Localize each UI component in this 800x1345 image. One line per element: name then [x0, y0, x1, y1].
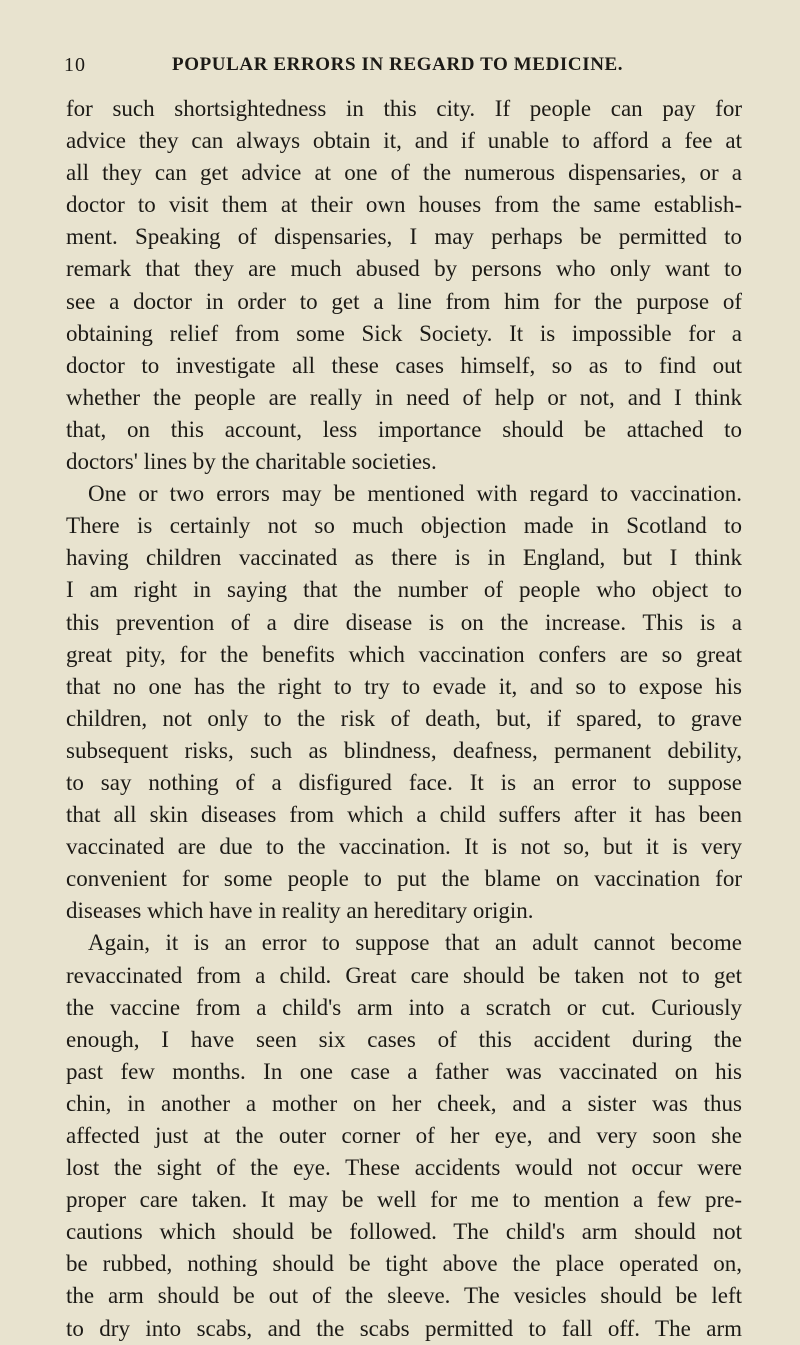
- text-line: that, on this account, less importance should be attached to: [66, 416, 742, 442]
- text-line: I am right in saying that the number of people who object to: [66, 577, 742, 603]
- text-line: to dry into scabs, and the scabs permitted to fall off. The arm: [66, 1315, 742, 1341]
- text-line: children, not only to the risk of death, but, if spared, to grave: [66, 705, 742, 731]
- page-body: [66, 93, 742, 1345]
- text-line: There is certainly not so much objection made in Scotland to: [66, 513, 742, 539]
- text-line: revaccinated from a child. Great care should be taken not to get: [66, 962, 742, 988]
- text-line: great pity, for the benefits which vaccination confers are so great: [66, 641, 742, 667]
- text-line: be rubbed, nothing should be tight above the place operated on,: [66, 1251, 742, 1277]
- text-line: proper care taken. It may be well for me to mention a few pre-: [66, 1187, 742, 1213]
- text-line: this prevention of a dire disease is on the increase. This is a: [66, 609, 742, 635]
- page-header: [64, 54, 740, 80]
- text-line: doctor to investigate all these cases himself, so as to find out: [66, 352, 742, 378]
- text-line: remark that they are much abused by persons who only want to: [66, 256, 742, 282]
- text-line: having children vaccinated as there is in England, but I think: [66, 545, 742, 571]
- text-line: ment. Speaking of dispensaries, I may perhaps be permitted to: [66, 224, 742, 250]
- text-line: see a doctor in order to get a line from him for the purpose of: [66, 288, 742, 314]
- text-line: Again, it is an error to suppose that an adult cannot become: [88, 930, 742, 956]
- text-line: obtaining relief from some Sick Society. It is impossible for a: [66, 320, 742, 346]
- text-line: doctor to visit them at their own houses from the same establish-: [66, 192, 742, 218]
- running-title: POPULAR ERRORS IN REGARD TO MEDICINE.: [172, 54, 624, 75]
- text-line: convenient for some people to put the blame on vaccination for: [66, 866, 742, 892]
- text-line: One or two errors may be mentioned with regard to vaccination.: [88, 481, 742, 507]
- text-line: that all skin diseases from which a child suffers after it has been: [66, 802, 742, 828]
- text-line: to say nothing of a disfigured face. It is an error to suppose: [66, 769, 742, 795]
- text-line: diseases which have in reality an hereditary origin.: [66, 898, 534, 924]
- text-line: the arm should be out of the sleeve. The vesicles should be left: [66, 1283, 742, 1309]
- text-line: lost the sight of the eye. These accidents would not occur were: [66, 1155, 742, 1181]
- text-line: all they can get advice at one of the numerous dispensaries, or a: [66, 160, 742, 186]
- text-line: cautions which should be followed. The child's arm should not: [66, 1219, 742, 1245]
- text-line: vaccinated are due to the vaccination. It is not so, but it is very: [66, 834, 742, 860]
- text-line: chin, in another a mother on her cheek, and a sister was thus: [66, 1090, 742, 1116]
- text-line: for such shortsightedness in this city. If people can pay for: [66, 96, 742, 121]
- text-line: that no one has the right to try to evade it, and so to expose his: [66, 673, 742, 699]
- page-number: 10: [64, 54, 86, 76]
- text-line: advice they can always obtain it, and if unable to afford a fee at: [66, 128, 742, 154]
- text-line: the vaccine from a child's arm into a scratch or cut. Curiously: [66, 994, 742, 1020]
- text-line: affected just at the outer corner of her eye, and very soon she: [66, 1123, 742, 1148]
- text-line: doctors' lines by the charitable societies.: [66, 449, 437, 475]
- text-line: whether the people are really in need of help or not, and I think: [66, 384, 742, 410]
- text-line: enough, I have seen six cases of this accident during the: [66, 1026, 742, 1052]
- text-line: subsequent risks, such as blindness, deafness, permanent debility,: [66, 737, 742, 763]
- text-line: past few months. In one case a father was vaccinated on his: [66, 1058, 742, 1084]
